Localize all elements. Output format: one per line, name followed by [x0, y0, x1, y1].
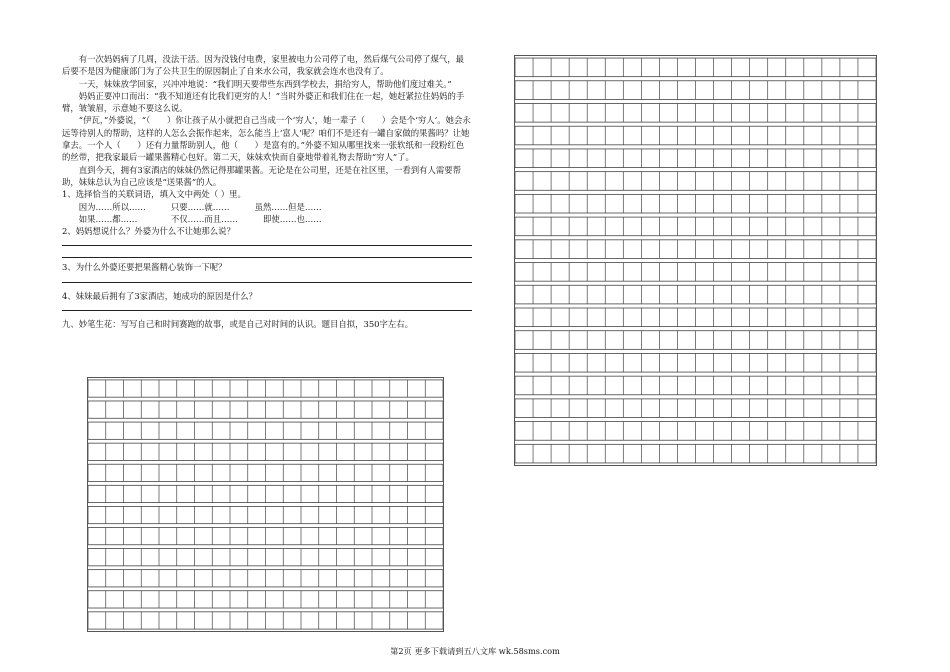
answer-line[interactable]	[62, 249, 472, 258]
answer-line[interactable]	[62, 302, 472, 311]
question-3: 3、为什么外婆还要把果酱精心装饰一下呢？	[62, 262, 227, 273]
conjunction-options-row-2: 如果……都…… 不仅……而且…… 即使……也……	[78, 213, 322, 224]
answer-line[interactable]	[62, 237, 472, 246]
answer-line[interactable]	[62, 274, 472, 283]
conjunction-options-row-1: 因为……所以…… 只要……就…… 虽然……但是……	[78, 201, 322, 212]
grid-cells	[88, 378, 443, 631]
page-footer: 第2页 更多下载请到五八文库 wk.58sms.com	[390, 646, 560, 656]
question-1: 1、选择恰当的关联词语，填入文中两处（ ）里。	[62, 189, 246, 200]
composition-grid-left[interactable]	[87, 377, 444, 632]
passage-paragraph-5: 直到今天，拥有3家酒店的妹妹仍然记得那罐果酱。无论是在公司里，还是在社区里，一看到有人需要帮助，妹妹总认为自己应该是“送果酱”的人。	[62, 164, 461, 187]
question-2: 2、妈妈想说什么？外婆为什么不让她那么说？	[62, 226, 235, 237]
composition-prompt: 九、妙笔生花：写写自己和时间赛跑的故事，或是自己对时间的认识。题目自拟，350字左右。	[62, 319, 413, 330]
question-4: 4、妹妹最后拥有了3家酒店，她成功的原因是什么？	[62, 290, 257, 301]
passage-paragraph-2: 一天，妹妹放学回家，兴冲冲地说：“我们明天要带些东西到学校去，捐给穷人，帮助他们度过难关。”	[78, 78, 452, 89]
reading-section	[62, 53, 472, 330]
passage-paragraph-1: 有一次妈妈病了几周，没法干活。因为没钱付电费，家里被电力公司停了电，然后煤气公司停了煤气，最后要不是因为健康部门为了公共卫生的原因制止了自来水公司，我家就会连水也没有了。	[62, 54, 465, 77]
grid-cells	[515, 56, 876, 465]
composition-grid-right[interactable]	[514, 55, 877, 466]
passage-paragraph-4: “伊瓦，”外婆说，“（ ）你让孩子从小就把自己当成一个‘穷人’，她一辈子（ ）会是个‘穷人’。她会永远等待别人的帮助，这样的人怎么会振作起来，怎么能当上‘富人’呢？咱们不是还有一罐自家做的果酱吗？让她拿去。一个人（ ）还有力量帮助别人，他（ ）是富有的。”外婆不知从哪里找来一张软纸和一段粉红色的丝带，把我家最后一罐果酱精心包好。第二天，妹妹欢快而自豪地带着礼物去帮助“穷人”了。	[62, 115, 471, 163]
passage-paragraph-3: 妈妈正要冲口而出：“我不知道还有比我们更穷的人！”当时外婆正和我们住在一起，她赶紧拉住妈妈的手臂，皱皱眉，示意她不要这么说。	[62, 90, 465, 114]
